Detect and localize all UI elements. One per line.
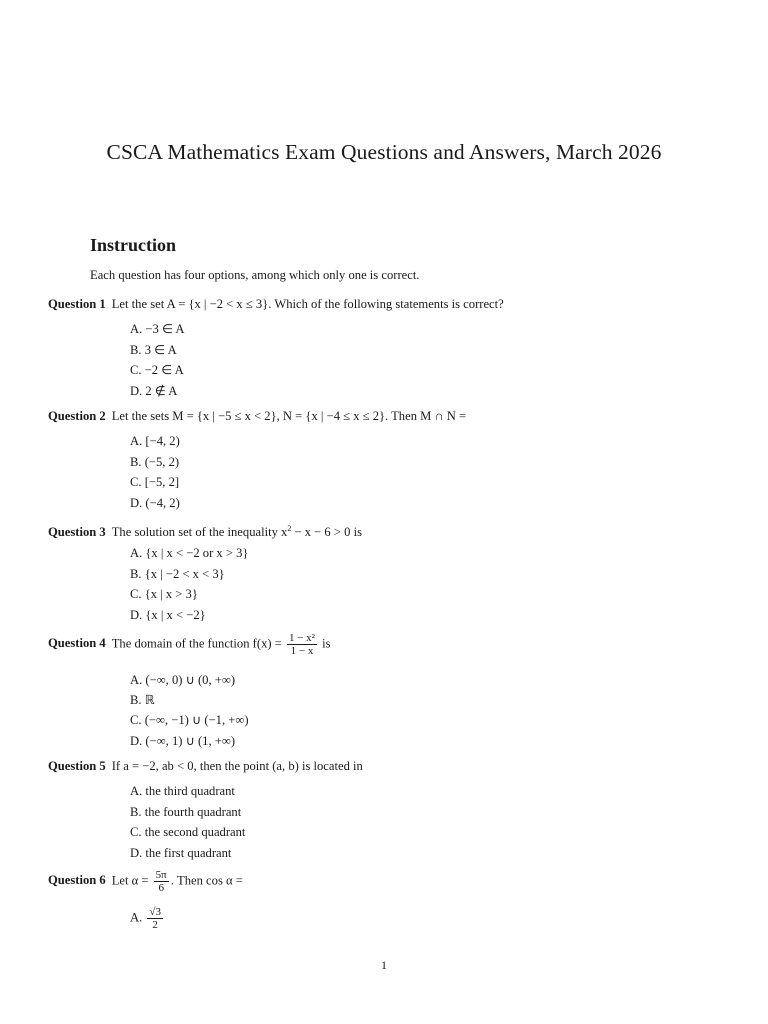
question-text-post: is <box>322 636 331 651</box>
q1-option-b: B. 3 ∈ A <box>130 343 177 357</box>
q1-option-c: C. −2 ∈ A <box>130 363 184 377</box>
question-label: Question 3 <box>48 525 106 540</box>
question-2-stem <box>48 409 466 424</box>
q5-option-c: C. the second quadrant <box>130 825 246 839</box>
fraction-denominator: 2 <box>147 918 163 931</box>
fraction-numerator: √3 <box>149 906 161 918</box>
question-3-stem <box>48 521 362 540</box>
option-letter: A. <box>130 910 143 925</box>
question-label: Question 6 <box>48 873 106 888</box>
q3-option-a: A. {x | x < −2 or x > 3} <box>130 546 249 560</box>
q1-option-a: A. −3 ∈ A <box>130 322 185 336</box>
question-text-post: − x − 6 > 0 is <box>291 525 362 540</box>
q2-option-b: B. (−5, 2) <box>130 455 180 469</box>
question-5-stem <box>48 759 363 774</box>
question-label: Question 2 <box>48 409 106 423</box>
q2-option-d: D. (−4, 2) <box>130 496 180 510</box>
fraction <box>147 906 163 931</box>
question-1-stem <box>48 297 504 312</box>
q2-option-a: A. [−4, 2) <box>130 434 180 448</box>
fraction-numerator: 5π <box>155 869 167 881</box>
q3-option-c: C. {x | x > 3} <box>130 587 198 601</box>
q5-option-d: D. the first quadrant <box>130 846 232 860</box>
document-title: CSCA Mathematics Exam Questions and Answers, March 2026 <box>106 140 662 164</box>
question-text: Let the set A = {x | −2 < x ≤ 3}. Which of the following statements is correct? <box>111 297 504 311</box>
fraction <box>154 869 169 894</box>
page-number: 1 <box>381 958 387 972</box>
q5-option-b: B. the fourth quadrant <box>130 805 242 819</box>
fraction <box>287 632 317 657</box>
q2-option-c: C. [−5, 2] <box>130 475 180 489</box>
question-6-stem <box>48 869 243 894</box>
question-text-pre: Let α = <box>111 873 149 888</box>
question-text-pre: The domain of the function f(x) = <box>111 636 282 651</box>
q6-option-a <box>130 906 165 931</box>
question-text-post: . Then cos α = <box>170 873 243 888</box>
fraction-numerator: 1 − x² <box>288 632 315 644</box>
question-text: Let the sets M = {x | −5 ≤ x < 2}, N = {x | −4 ≤ x ≤ 2}. Then M ∩ N = <box>111 409 467 423</box>
q4-option-a: A. (−∞, 0) ∪ (0, +∞) <box>130 673 236 687</box>
q5-option-a: A. the third quadrant <box>130 784 235 798</box>
q3-option-b: B. {x | −2 < x < 3} <box>130 567 225 581</box>
question-label: Question 4 <box>48 636 106 651</box>
q4-option-c: C. (−∞, −1) ∪ (−1, +∞) <box>130 713 249 727</box>
q4-option-d: D. (−∞, 1) ∪ (1, +∞) <box>130 734 236 748</box>
q4-option-b: B. ℝ <box>130 693 155 707</box>
question-label: Question 1 <box>48 297 106 311</box>
q3-option-d: D. {x | x < −2} <box>130 608 206 622</box>
question-4-stem <box>48 632 331 657</box>
q1-option-d: D. 2 ∉ A <box>130 384 178 398</box>
question-text: If a = −2, ab < 0, then the point (a, b) is located in <box>111 759 363 773</box>
fraction-denominator: 6 <box>154 881 169 894</box>
section-heading: Instruction <box>90 235 177 255</box>
fraction-denominator: 1 − x <box>287 644 317 657</box>
question-label: Question 5 <box>48 759 106 773</box>
instruction-text: Each question has four options, among which only one is correct. <box>90 268 420 282</box>
exponent: 2 <box>287 524 292 533</box>
question-text-pre: The solution set of the inequality x <box>111 525 288 540</box>
